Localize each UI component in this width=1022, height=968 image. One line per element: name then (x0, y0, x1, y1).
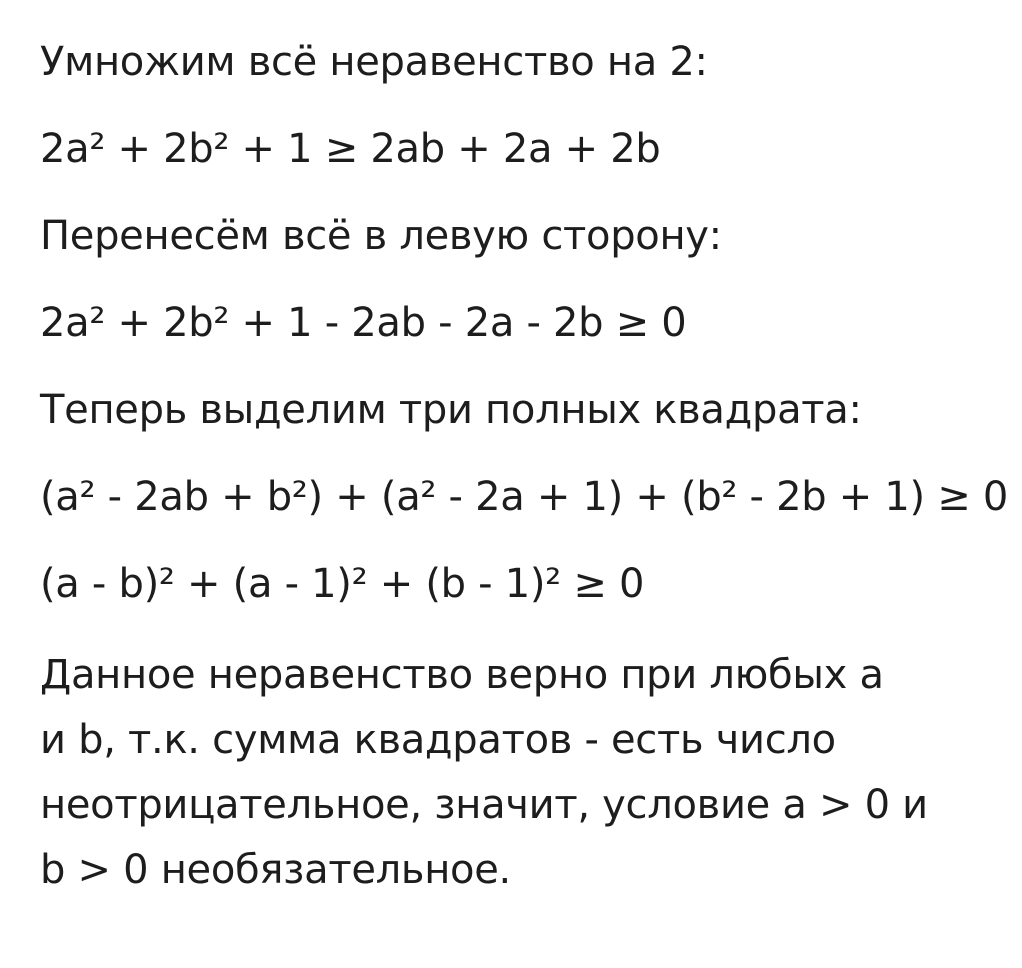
step-multiply-text: Умножим всё неравенство на 2: (40, 39, 708, 85)
conclusion-line: неотрицательное, значит, условие a > 0 и (40, 782, 928, 828)
inequality-squares: (a - b)² + (a - 1)² + (b - 1)² ≥ 0 (40, 561, 645, 607)
conclusion-line: Данное неравенство верно при любых a (40, 652, 884, 698)
conclusion-paragraph (40, 643, 1000, 903)
inequality-multiplied: 2a² + 2b² + 1 ≥ 2ab + 2a + 2b (40, 126, 661, 172)
conclusion-line: b > 0 необязательное. (40, 847, 511, 893)
step-squares-text: Теперь выделим три полных квадрата: (40, 387, 862, 433)
inequality-moved: 2a² + 2b² + 1 - 2ab - 2a - 2b ≥ 0 (40, 300, 687, 346)
inequality-grouped: (a² - 2ab + b²) + (a² - 2a + 1) + (b² - 2b + 1) ≥ 0 (40, 474, 1009, 520)
conclusion-line: и b, т.к. сумма квадратов - есть число (40, 717, 836, 763)
step-move-text: Перенесём всё в левую сторону: (40, 213, 722, 259)
